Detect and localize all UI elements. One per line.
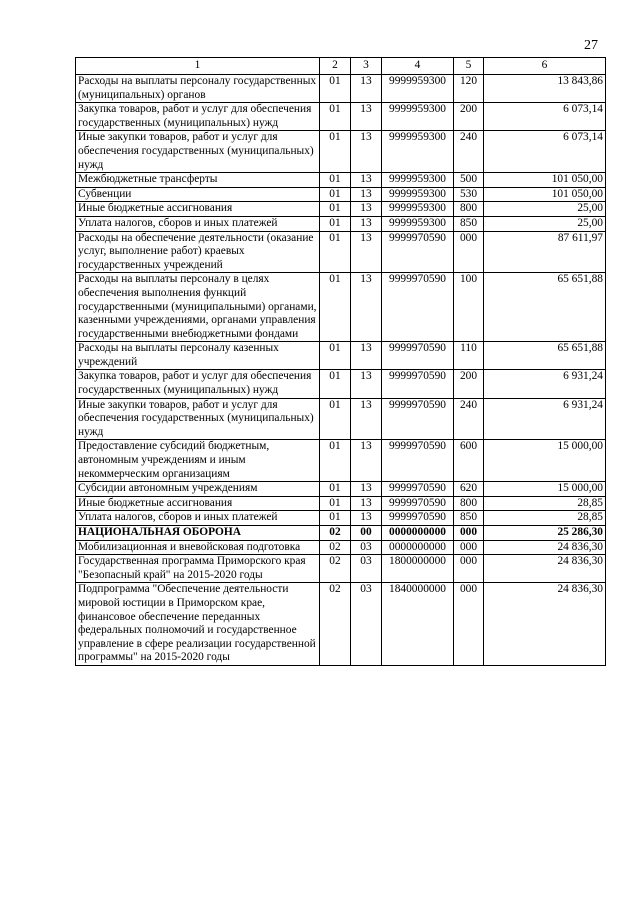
row-section-code-cell: 01	[320, 216, 351, 231]
table-row	[76, 511, 606, 526]
row-section-code-cell: 01	[320, 131, 351, 173]
row-amount-cell: 25 286,30	[484, 526, 606, 541]
row-name-cell: Расходы на обеспечение деятельности (оказание услуг, выполнение работ) краевых государственных учреждений	[76, 231, 320, 273]
table-row	[76, 440, 606, 482]
row-subsection-code-cell: 03	[351, 540, 382, 555]
row-expense-type-cell: 530	[454, 187, 484, 202]
row-amount-cell: 28,85	[484, 511, 606, 526]
table-body	[76, 75, 606, 666]
table-row	[76, 173, 606, 188]
row-target-code-cell: 0000000000	[382, 540, 454, 555]
row-expense-type-cell: 000	[454, 583, 484, 666]
row-expense-type-cell: 850	[454, 216, 484, 231]
row-amount-cell: 6 073,14	[484, 103, 606, 131]
row-expense-type-cell: 000	[454, 540, 484, 555]
row-target-code-cell: 9999970590	[382, 273, 454, 342]
row-subsection-code-cell: 13	[351, 273, 382, 342]
row-expense-type-cell: 800	[454, 496, 484, 511]
row-expense-type-cell: 000	[454, 231, 484, 273]
table-header	[76, 58, 606, 75]
header-col-1: 1	[76, 58, 320, 75]
row-subsection-code-cell: 13	[351, 187, 382, 202]
row-target-code-cell: 9999959300	[382, 131, 454, 173]
row-subsection-code-cell: 13	[351, 342, 382, 370]
row-section-code-cell: 01	[320, 231, 351, 273]
row-amount-cell: 28,85	[484, 496, 606, 511]
row-section-code-cell: 01	[320, 342, 351, 370]
row-target-code-cell: 9999970590	[382, 496, 454, 511]
header-col-5: 5	[454, 58, 484, 75]
header-row	[76, 58, 606, 75]
row-amount-cell: 65 651,88	[484, 342, 606, 370]
row-subsection-code-cell: 03	[351, 583, 382, 666]
row-expense-type-cell: 000	[454, 555, 484, 583]
table-row	[76, 482, 606, 497]
budget-table	[75, 57, 606, 666]
row-subsection-code-cell: 13	[351, 231, 382, 273]
table-row	[76, 131, 606, 173]
table-row	[76, 231, 606, 273]
table-row	[76, 540, 606, 555]
row-target-code-cell: 1800000000	[382, 555, 454, 583]
row-amount-cell: 24 836,30	[484, 583, 606, 666]
table-row	[76, 103, 606, 131]
row-target-code-cell: 9999959300	[382, 216, 454, 231]
row-amount-cell: 24 836,30	[484, 540, 606, 555]
row-target-code-cell: 9999970590	[382, 398, 454, 440]
table-row	[76, 216, 606, 231]
row-subsection-code-cell: 13	[351, 75, 382, 103]
row-amount-cell: 6 931,24	[484, 370, 606, 398]
row-expense-type-cell: 800	[454, 202, 484, 217]
row-target-code-cell: 9999970590	[382, 511, 454, 526]
row-target-code-cell: 1840000000	[382, 583, 454, 666]
row-name-cell: Субвенции	[76, 187, 320, 202]
row-name-cell: Уплата налогов, сборов и иных платежей	[76, 511, 320, 526]
row-section-code-cell: 01	[320, 202, 351, 217]
row-amount-cell: 15 000,00	[484, 482, 606, 497]
row-amount-cell: 6 073,14	[484, 131, 606, 173]
row-name-cell: Субсидии автономным учреждениям	[76, 482, 320, 497]
header-col-3: 3	[351, 58, 382, 75]
row-expense-type-cell: 500	[454, 173, 484, 188]
table-row	[76, 75, 606, 103]
table-row	[76, 202, 606, 217]
row-section-code-cell: 02	[320, 540, 351, 555]
row-subsection-code-cell: 00	[351, 526, 382, 541]
table-row	[76, 398, 606, 440]
row-subsection-code-cell: 03	[351, 555, 382, 583]
row-subsection-code-cell: 13	[351, 440, 382, 482]
row-name-cell: Иные бюджетные ассигнования	[76, 496, 320, 511]
table-row	[76, 342, 606, 370]
row-section-code-cell: 01	[320, 173, 351, 188]
row-target-code-cell: 9999970590	[382, 482, 454, 497]
row-name-cell: Межбюджетные трансферты	[76, 173, 320, 188]
row-subsection-code-cell: 13	[351, 370, 382, 398]
row-name-cell: Закупка товаров, работ и услуг для обеспечения государственных (муниципальных) нужд	[76, 103, 320, 131]
row-subsection-code-cell: 13	[351, 482, 382, 497]
row-expense-type-cell: 120	[454, 75, 484, 103]
row-section-code-cell: 01	[320, 370, 351, 398]
row-amount-cell: 101 050,00	[484, 173, 606, 188]
row-target-code-cell: 9999959300	[382, 202, 454, 217]
header-col-4: 4	[382, 58, 454, 75]
row-name-cell: Расходы на выплаты персоналу в целях обеспечения выполнения функций государственными (муниципальными) органами, казенными учреждениями, органами управления государственными внебюджетными фондами	[76, 273, 320, 342]
row-section-code-cell: 01	[320, 398, 351, 440]
row-name-cell: Иные закупки товаров, работ и услуг для обеспечения государственных (муниципальных) нужд	[76, 131, 320, 173]
row-expense-type-cell: 000	[454, 526, 484, 541]
row-name-cell: НАЦИОНАЛЬНАЯ ОБОРОНА	[76, 526, 320, 541]
row-subsection-code-cell: 13	[351, 496, 382, 511]
row-section-code-cell: 01	[320, 75, 351, 103]
row-expense-type-cell: 200	[454, 103, 484, 131]
row-expense-type-cell: 620	[454, 482, 484, 497]
row-name-cell: Подпрограмма "Обеспечение деятельности мировой юстиции в Приморском крае, финансовое обеспечение переданных федеральных полномочий и государственное управление в сфере реализации государственной программы" на 2015-2020 годы	[76, 583, 320, 666]
row-name-cell: Уплата налогов, сборов и иных платежей	[76, 216, 320, 231]
row-name-cell: Расходы на выплаты персоналу государственных (муниципальных) органов	[76, 75, 320, 103]
row-target-code-cell: 9999959300	[382, 75, 454, 103]
row-amount-cell: 25,00	[484, 202, 606, 217]
row-name-cell: Расходы на выплаты персоналу казенных учреждений	[76, 342, 320, 370]
row-name-cell: Мобилизационная и вневойсковая подготовка	[76, 540, 320, 555]
table-row	[76, 526, 606, 541]
row-subsection-code-cell: 13	[351, 131, 382, 173]
row-target-code-cell: 9999970590	[382, 370, 454, 398]
row-amount-cell: 15 000,00	[484, 440, 606, 482]
row-section-code-cell: 02	[320, 583, 351, 666]
row-amount-cell: 13 843,86	[484, 75, 606, 103]
row-subsection-code-cell: 13	[351, 216, 382, 231]
row-subsection-code-cell: 13	[351, 103, 382, 131]
row-expense-type-cell: 850	[454, 511, 484, 526]
row-section-code-cell: 01	[320, 187, 351, 202]
row-expense-type-cell: 100	[454, 273, 484, 342]
row-section-code-cell: 01	[320, 440, 351, 482]
row-section-code-cell: 02	[320, 555, 351, 583]
table-row	[76, 187, 606, 202]
row-name-cell: Государственная программа Приморского края "Безопасный край" на 2015-2020 годы	[76, 555, 320, 583]
row-amount-cell: 24 836,30	[484, 555, 606, 583]
page-number: 27	[584, 38, 598, 53]
row-target-code-cell: 9999970590	[382, 440, 454, 482]
row-target-code-cell: 9999959300	[382, 173, 454, 188]
table-row	[76, 555, 606, 583]
row-name-cell: Предоставление субсидий бюджетным, автономным учреждениям и иным некоммерческим организациям	[76, 440, 320, 482]
row-name-cell: Иные закупки товаров, работ и услуг для обеспечения государственных (муниципальных) нужд	[76, 398, 320, 440]
row-subsection-code-cell: 13	[351, 202, 382, 217]
row-section-code-cell: 01	[320, 496, 351, 511]
row-name-cell: Иные бюджетные ассигнования	[76, 202, 320, 217]
row-amount-cell: 87 611,97	[484, 231, 606, 273]
row-expense-type-cell: 200	[454, 370, 484, 398]
row-amount-cell: 6 931,24	[484, 398, 606, 440]
header-col-2: 2	[320, 58, 351, 75]
row-subsection-code-cell: 13	[351, 511, 382, 526]
row-target-code-cell: 9999959300	[382, 187, 454, 202]
row-section-code-cell: 01	[320, 482, 351, 497]
row-amount-cell: 25,00	[484, 216, 606, 231]
row-subsection-code-cell: 13	[351, 398, 382, 440]
row-section-code-cell: 01	[320, 511, 351, 526]
row-target-code-cell: 0000000000	[382, 526, 454, 541]
row-expense-type-cell: 240	[454, 398, 484, 440]
row-target-code-cell: 9999959300	[382, 103, 454, 131]
row-target-code-cell: 9999970590	[382, 342, 454, 370]
table-row	[76, 370, 606, 398]
row-target-code-cell: 9999970590	[382, 231, 454, 273]
table-row	[76, 273, 606, 342]
row-expense-type-cell: 600	[454, 440, 484, 482]
row-expense-type-cell: 110	[454, 342, 484, 370]
row-section-code-cell: 02	[320, 526, 351, 541]
header-col-6: 6	[484, 58, 606, 75]
row-expense-type-cell: 240	[454, 131, 484, 173]
row-subsection-code-cell: 13	[351, 173, 382, 188]
row-name-cell: Закупка товаров, работ и услуг для обеспечения государственных (муниципальных) нужд	[76, 370, 320, 398]
table-row	[76, 583, 606, 666]
row-section-code-cell: 01	[320, 273, 351, 342]
row-amount-cell: 101 050,00	[484, 187, 606, 202]
row-section-code-cell: 01	[320, 103, 351, 131]
table-row	[76, 496, 606, 511]
row-amount-cell: 65 651,88	[484, 273, 606, 342]
